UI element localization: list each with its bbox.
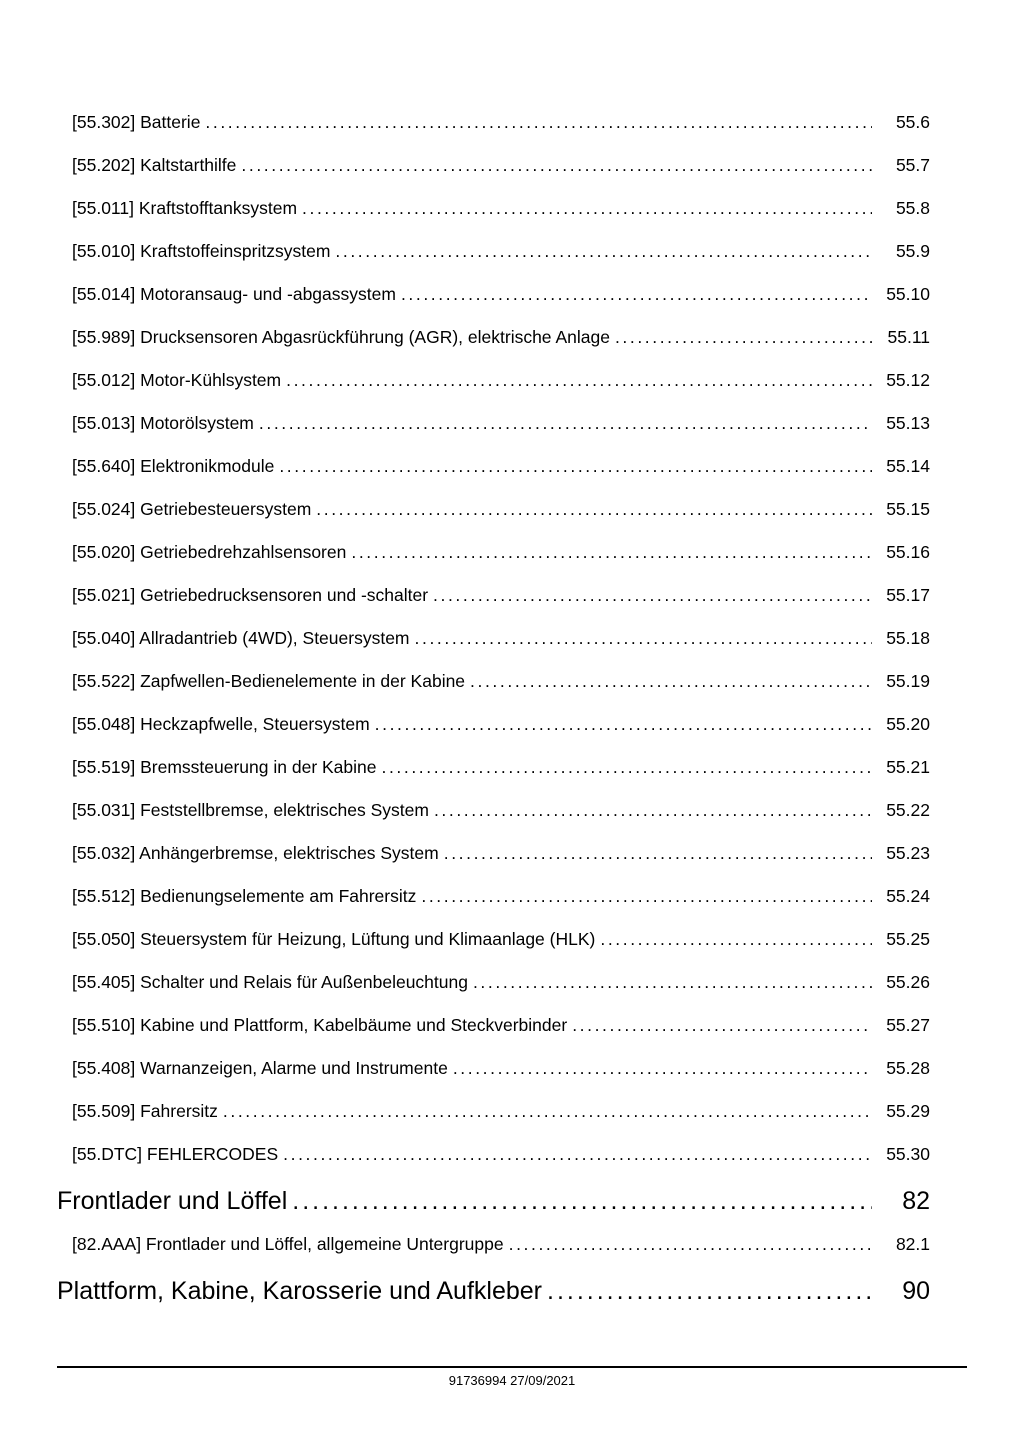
page-footer [57,1366,967,1388]
footer-text: 91736994 27/09/2021 [448,1373,576,1388]
toc-entry-row [72,499,930,520]
toc-entry-page: 55.17 [886,585,930,605]
toc-entry-page: 55.7 [895,155,930,175]
toc-entry-row [72,1101,930,1122]
toc-entry-title: [55.302] Batterie [72,112,201,132]
toc-entry-title: [55.020] Getriebedrehzahlsensoren [72,542,347,562]
toc-entry-row [72,1058,930,1079]
toc-entry-row [72,671,930,692]
toc-entry-row [72,112,930,133]
toc-entry-page: 55.10 [886,284,930,304]
dot-leader [600,929,872,950]
toc-entry-row [72,929,930,950]
dot-leader [286,370,872,391]
toc-entry-page: 55.24 [886,886,930,906]
toc-entry-row [72,327,930,348]
toc-entry-title: [82.AAA] Frontlader und Löffel, allgemeine Untergruppe [72,1234,504,1254]
toc-entry-row [72,370,930,391]
toc-entry-page: 55.29 [886,1101,930,1121]
dot-leader [434,800,872,821]
toc-entry-page: 55.12 [886,370,930,390]
toc-entry-row [72,198,930,219]
toc-entry-title: [55.522] Zapfwellen-Bedienelemente in der Kabine [72,671,466,691]
toc-entry-title: [55.040] Allradantrieb (4WD), Steuersystem [72,628,410,648]
toc-entry-title: [55.202] Kaltstarthilfe [72,155,237,175]
dot-leader [509,1234,872,1255]
dot-leader [382,757,873,778]
toc-entry-page: 55.20 [886,714,930,734]
toc-entry-title: [55.640] Elektronikmodule [72,456,275,476]
toc-chapter-row [57,1187,930,1216]
toc-entry-title: [55.509] Fahrersitz [72,1101,218,1121]
toc-entry-title: [55.DTC] FEHLERCODES [72,1144,279,1164]
toc-entry-row [72,886,930,907]
dot-leader [259,413,872,434]
toc-entry-page: 55.6 [895,112,930,132]
toc-entry-title: [55.512] Bedienungselemente am Fahrersitz [72,886,417,906]
toc-entry-title: [55.048] Heckzapfwelle, Steuersystem [72,714,370,734]
toc-entry-title: [55.031] Feststellbremse, elektrisches System [72,800,429,820]
toc-entry-row [72,714,930,735]
toc-entry-title: [55.014] Motoransaug- und -abgassystem [72,284,396,304]
toc-list [57,112,930,1324]
toc-entry-page: 55.15 [886,499,930,519]
toc-entry-page: 55.8 [895,198,930,218]
toc-entry-row [72,585,930,606]
toc-entry-page: 55.14 [886,456,930,476]
toc-entry-title: [55.010] Kraftstoffeinspritzsystem [72,241,331,261]
dot-leader [279,456,872,477]
toc-entry-page: 55.28 [886,1058,930,1078]
dot-leader [415,628,872,649]
toc-entry-title: [55.510] Kabine und Plattform, Kabelbäume und Steckverbinder [72,1015,568,1035]
toc-entry-title: [55.989] Drucksensoren Abgasrückführung (AGR), elektrische Anlage [72,327,610,347]
toc-entry-row [72,284,930,305]
toc-entry-title: [55.050] Steuersystem für Heizung, Lüftung und Klimaanlage (HLK) [72,929,596,949]
toc-entry-title: [55.013] Motorölsystem [72,413,254,433]
toc-entry-page: 55.23 [886,843,930,863]
toc-entry-title: [55.408] Warnanzeigen, Alarme und Instrumente [72,1058,448,1078]
toc-entry-page: 82.1 [895,1234,930,1254]
toc-entry-page: 55.18 [886,628,930,648]
dot-leader [335,241,872,262]
toc-entry-page: 55.9 [895,241,930,261]
dot-leader [351,542,872,563]
toc-entry-title: [55.024] Getriebesteuersystem [72,499,312,519]
toc-entry-row [72,542,930,563]
toc-entry-title: [55.011] Kraftstofftanksystem [72,198,298,218]
toc-entry-page: 55.27 [886,1015,930,1035]
toc-entry-row [72,413,930,434]
toc-entry-title: [55.021] Getriebedrucksensoren und -schalter [72,585,429,605]
toc-entry-title: [55.519] Bremssteuerung in der Kabine [72,757,377,777]
toc-entry-page: 90 [902,1277,930,1305]
toc-entry-title: [55.012] Motor-Kühlsystem [72,370,282,390]
toc-entry-row [72,1015,930,1036]
toc-entry-row [72,456,930,477]
toc-entry-page: 55.19 [886,671,930,691]
dot-leader [444,843,872,864]
dot-leader [283,1144,872,1165]
toc-entry-row [72,628,930,649]
dot-leader [433,585,872,606]
dot-leader [205,112,872,133]
toc-entry-title: [55.032] Anhängerbremse, elektrisches System [72,843,439,863]
toc-entry-row [72,1234,930,1255]
toc-chapter-row [57,1277,930,1306]
toc-entry-page: 55.25 [886,929,930,949]
dot-leader [292,1187,872,1216]
dot-leader [473,972,872,993]
toc-entry-page: 55.11 [887,327,930,347]
toc-entry-title: Plattform, Kabine, Karosserie und Aufkleber [57,1277,542,1305]
dot-leader [375,714,872,735]
toc-entry-title: Frontlader und Löffel [57,1187,288,1215]
toc-entry-row [72,843,930,864]
toc-entry-title: [55.405] Schalter und Relais für Außenbeleuchtung [72,972,468,992]
toc-entry-row [72,1144,930,1165]
toc-entry-page: 82 [902,1187,930,1215]
dot-leader [302,198,872,219]
dot-leader [401,284,872,305]
toc-entry-page: 55.16 [886,542,930,562]
toc-entry-page: 55.26 [886,972,930,992]
dot-leader [223,1101,872,1122]
dot-leader [453,1058,872,1079]
dot-leader [316,499,872,520]
toc-entry-row [72,972,930,993]
toc-entry-page: 55.22 [886,800,930,820]
toc-entry-page: 55.13 [886,413,930,433]
toc-entry-row [72,800,930,821]
toc-entry-page: 55.21 [886,757,930,777]
dot-leader [615,327,872,348]
toc-entry-row [72,757,930,778]
dot-leader [547,1277,872,1306]
toc-entry-page: 55.30 [886,1144,930,1164]
dot-leader [470,671,872,692]
toc-entry-row [72,241,930,262]
toc-entry-row [72,155,930,176]
dot-leader [421,886,872,907]
dot-leader [241,155,872,176]
dot-leader [572,1015,872,1036]
